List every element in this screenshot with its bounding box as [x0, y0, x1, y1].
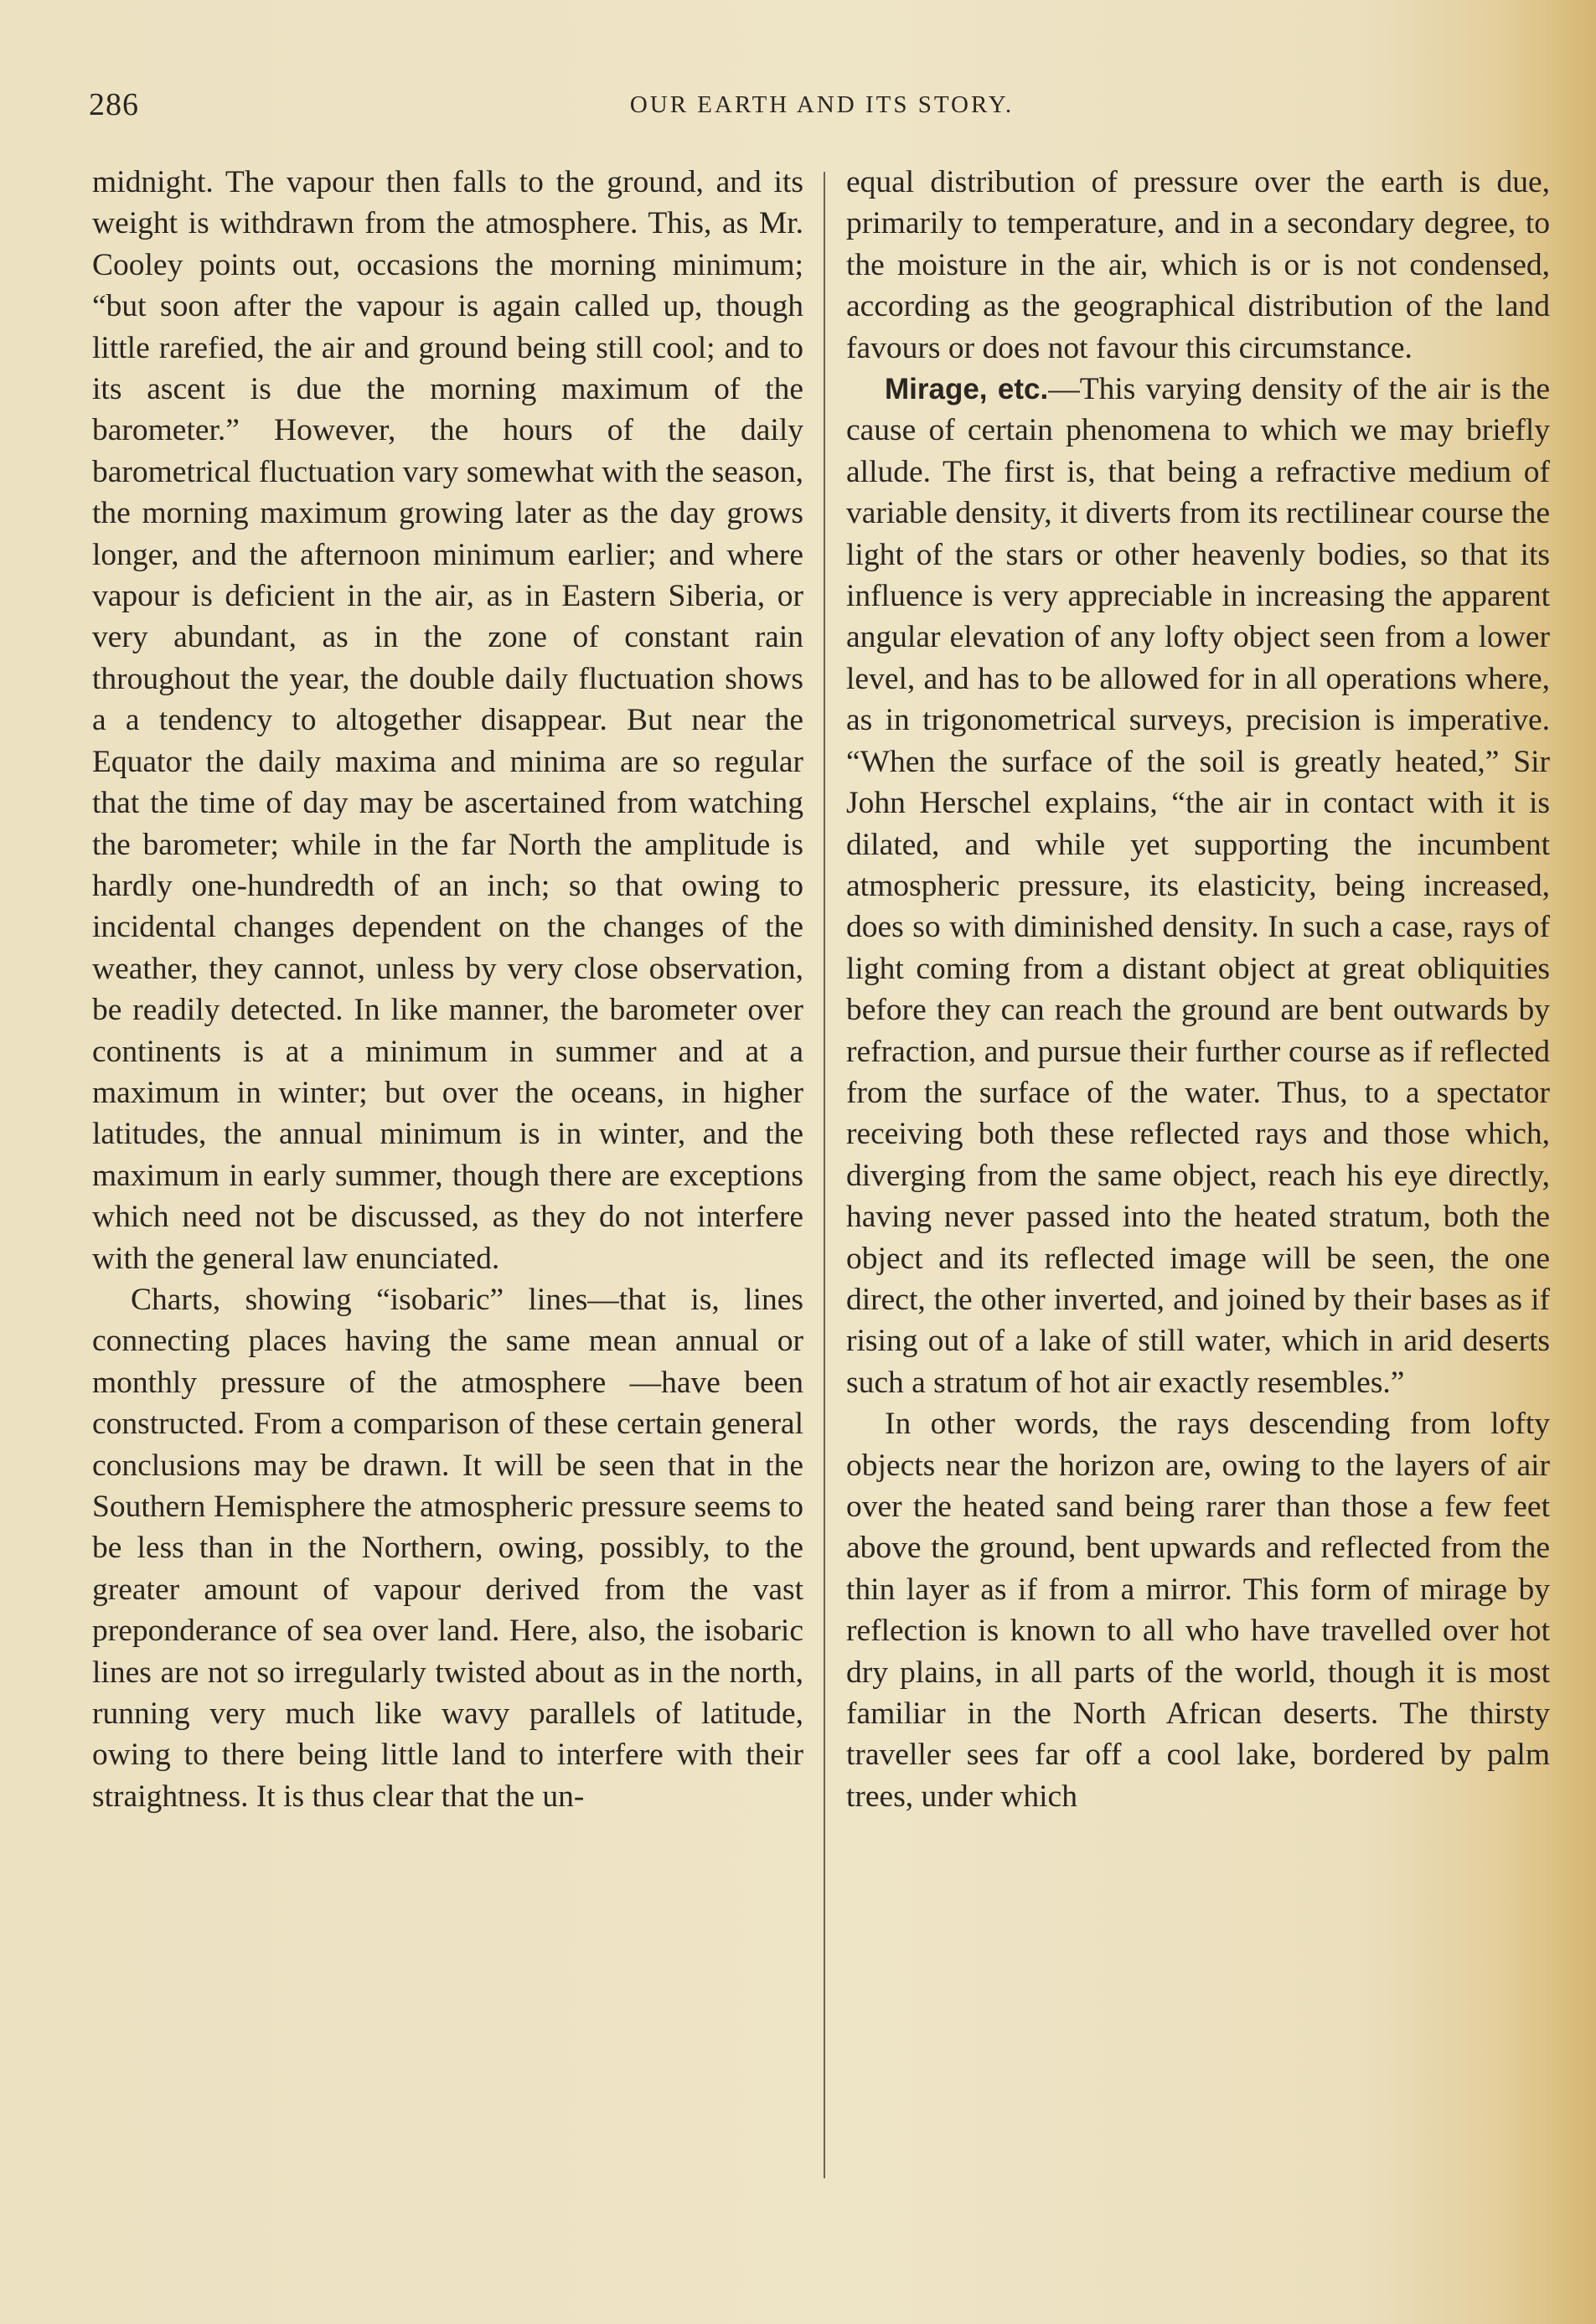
running-title: OUR EARTH AND ITS STORY. — [629, 91, 1015, 118]
page-header — [84, 86, 1560, 128]
paragraph-mirage — [846, 369, 1550, 1403]
page-number: 286 — [89, 87, 139, 122]
paragraph-mirage-reflection: In other words, the rays descending from lofty objects near the horizon are, owing to the layers of air over the heated sand being rarer than those a few feet above the ground, bent upwards and reflected from the thin layer as if from a mirror. This form of mirage by reflection is known to all who have travelled over hot dry plains, in all parts of the world, though it is most familiar in the North African deserts. The thirsty traveller sees far off a cool lake, bordered by palm trees, under which — [846, 1407, 1550, 1814]
right-column — [846, 162, 1550, 1817]
paragraph-pressure-distribution: equal distribution of pressure over the earth is due, primarily to temperature, and in a secondary degree, to the moisture in the air, which is or is not condensed, according as the geographical distribution of the land favours or does not favour this circumstance. — [846, 165, 1550, 365]
mirage-body-text: —This varying density of the air is the cause of certain phenomena to which we may briefly allude. The first is, that being a refractive medium of variable density, it diverts from its rectilinear course the light of the stars or other heavenly bodies, so that its influence is very appreciable in increasing the apparent angular elevation of any lofty object seen from a lower level, and has to be allowed for in all operations where, as in trigonometrical surveys, precision is imperative. “When the surface of the soil is greatly heated,” Sir John Herschel explains, “the air in contact with it is dilated, and while yet supporting the incumbent atmospheric pressure, its elasticity, being increased, does so with diminished density. In such a case, rays of light coming from a distant object at great obliquities before they can reach the ground are bent outwards by refraction, and pursue their further course as if reflected from the surface of the water. Thus, to a spectator receiving both these reflected rays and those which, diverging from the same object, reach his eye directly, having never passed into the heated stratum, both the object and its reflected image will be seen, the one direct, the other inverted, and joined by their bases as if rising out of a lake of still water, which in arid deserts such a stratum of hot air exactly resembles.” — [846, 372, 1550, 1400]
paragraph-isobaric-charts: Charts, showing “isobaric” lines—that is, lines connecting places having the same mean annual or monthly pressure of the atmosphere —have been constructed. From a comparison of these certain general conclusions may be drawn. It will be seen that in the Southern Hemisphere the atmospheric pressure seems to be less than in the Northern, owing, possibly, to the greater amount of vapour derived from the vast preponderance of sea over land. Here, also, the isobaric lines are not so irregularly twisted about as in the north, running very much like wavy parallels of latitude, owing to there being little land to interfere with their straightness. It is thus clear that the un- — [92, 1282, 803, 1814]
paragraph-barometer-fluctuation: midnight. The vapour then falls to the ground, and its weight is withdrawn from the atmosphere. This, as Mr. Cooley points out, occasions the morning minimum; “but soon after the vapour is again called up, though little rarefied, the air and ground being still cool; and to its ascent is due the morning maximum of the barometer.” However, the hours of the daily barometrical fluctuation vary somewhat with the season, the morning maximum growing later as the day grows longer, and the afternoon minimum earlier; and where vapour is deficient in the air, as in Eastern Siberia, or very abundant, as in the zone of constant rain throughout the year, the double daily fluctuation shows a a tendency to altogether disappear. But near the Equator the daily maxima and minima are so regular that the time of day may be ascertained from watching the barometer; while in the far North the amplitude is hardly one-hundredth of an inch; so that owing to incidental changes dependent on the changes of the weather, they cannot, unless by very close observation, be readily detected. In like manner, the barometer over continents is at a minimum in summer and at a maximum in winter; but over the oceans, in higher latitudes, the annual minimum is in winter, and the maximum in early summer, though there are exceptions which need not be discussed, as they do not interfere with the general law enunciated. — [92, 165, 803, 1276]
column-divider — [824, 172, 825, 2178]
section-heading-mirage: Mirage, etc. — [885, 373, 1049, 406]
left-column — [92, 162, 803, 1817]
